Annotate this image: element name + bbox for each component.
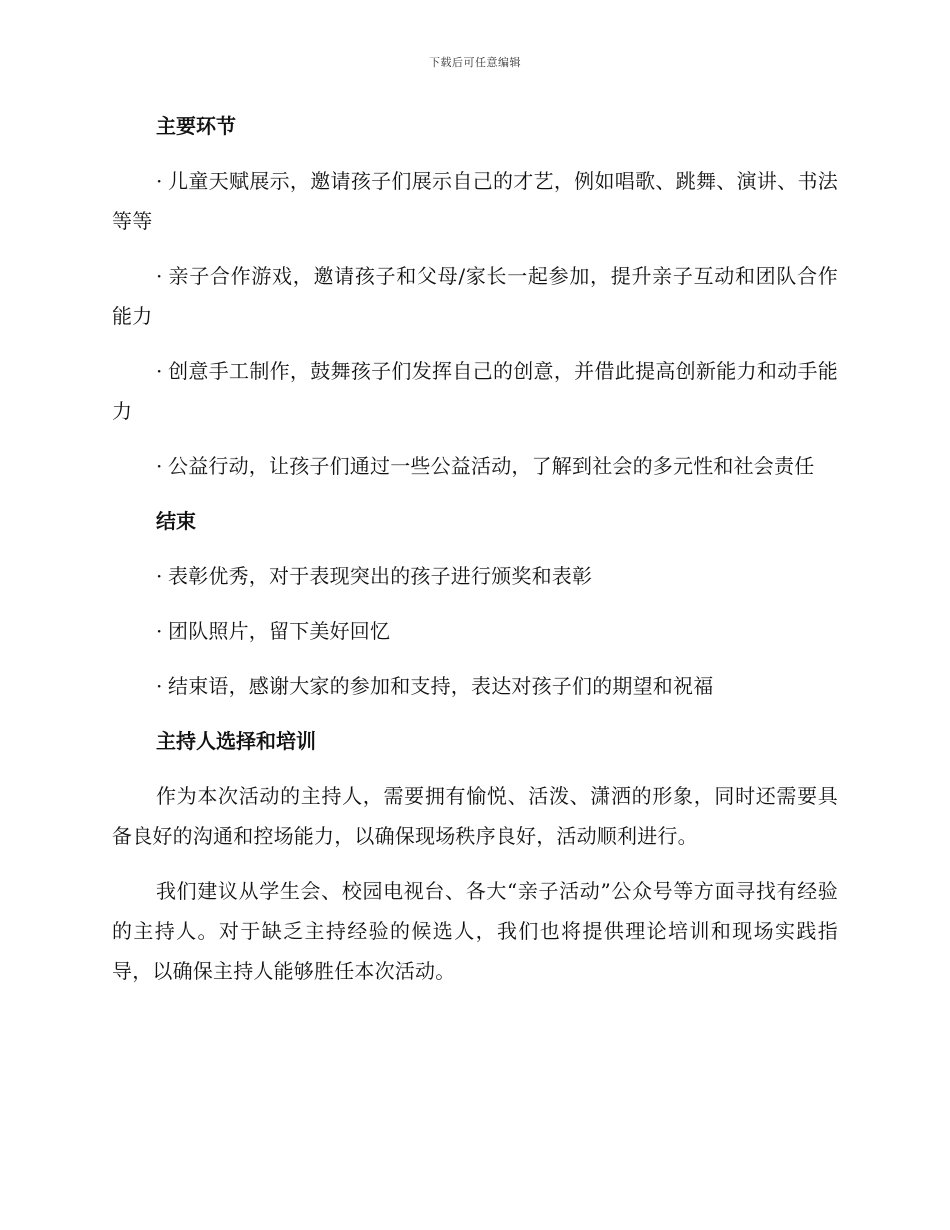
list-item-text: 结束语，感谢大家的参加和支持，表达对孩子们的期望和祝福 — [168, 674, 714, 698]
list-item — [112, 161, 838, 241]
bullet-icon: · — [156, 454, 163, 478]
list-item — [112, 351, 838, 431]
section-heading-closing: 结束 — [156, 509, 196, 533]
list-item — [112, 666, 838, 706]
bullet-icon: · — [156, 264, 163, 288]
bullet-icon: · — [156, 564, 163, 588]
section-heading-main-segments: 主要环节 — [156, 114, 236, 138]
list-item-text: 表彰优秀，对于表现突出的孩子进行颁奖和表彰 — [168, 564, 593, 588]
list-item-text: 亲子合作游戏，邀请孩子和父母/家长一起参加，提升亲子互动和团队合作能力 — [112, 264, 838, 328]
bullet-icon: · — [156, 359, 163, 383]
section-heading-host-selection: 主持人选择和培训 — [156, 729, 316, 753]
list-item — [112, 256, 838, 336]
bullet-icon: · — [156, 619, 163, 643]
bullet-icon: · — [156, 169, 163, 193]
list-item — [112, 556, 838, 596]
page-header: 下载后可任意编辑 — [429, 56, 521, 69]
document-body — [112, 106, 838, 1006]
list-item — [112, 611, 838, 651]
list-item-text: 创意手工制作，鼓舞孩子们发挥自己的创意，并借此提高创新能力和动手能力 — [112, 359, 838, 423]
list-item-text: 儿童天赋展示，邀请孩子们展示自己的才艺，例如唱歌、跳舞、演讲、书法等等 — [112, 169, 838, 233]
bullet-icon: · — [156, 674, 163, 698]
body-paragraph: 作为本次活动的主持人，需要拥有愉悦、活泼、潇洒的形象，同时还需要具备良好的沟通和控场能力，以确保现场秩序良好，活动顺利进行。 — [112, 784, 838, 848]
body-paragraph: 我们建议从学生会、校园电视台、各大“亲子活动”公众号等方面寻找有经验的主持人。对于缺乏主持经验的候选人，我们也将提供理论培训和现场实践指导，以确保主持人能够胜任本次活动。 — [112, 879, 838, 983]
list-item-text: 团队照片，留下美好回忆 — [168, 619, 391, 643]
list-item — [112, 446, 838, 486]
list-item-text: 公益行动，让孩子们通过一些公益活动，了解到社会的多元性和社会责任 — [168, 454, 815, 478]
